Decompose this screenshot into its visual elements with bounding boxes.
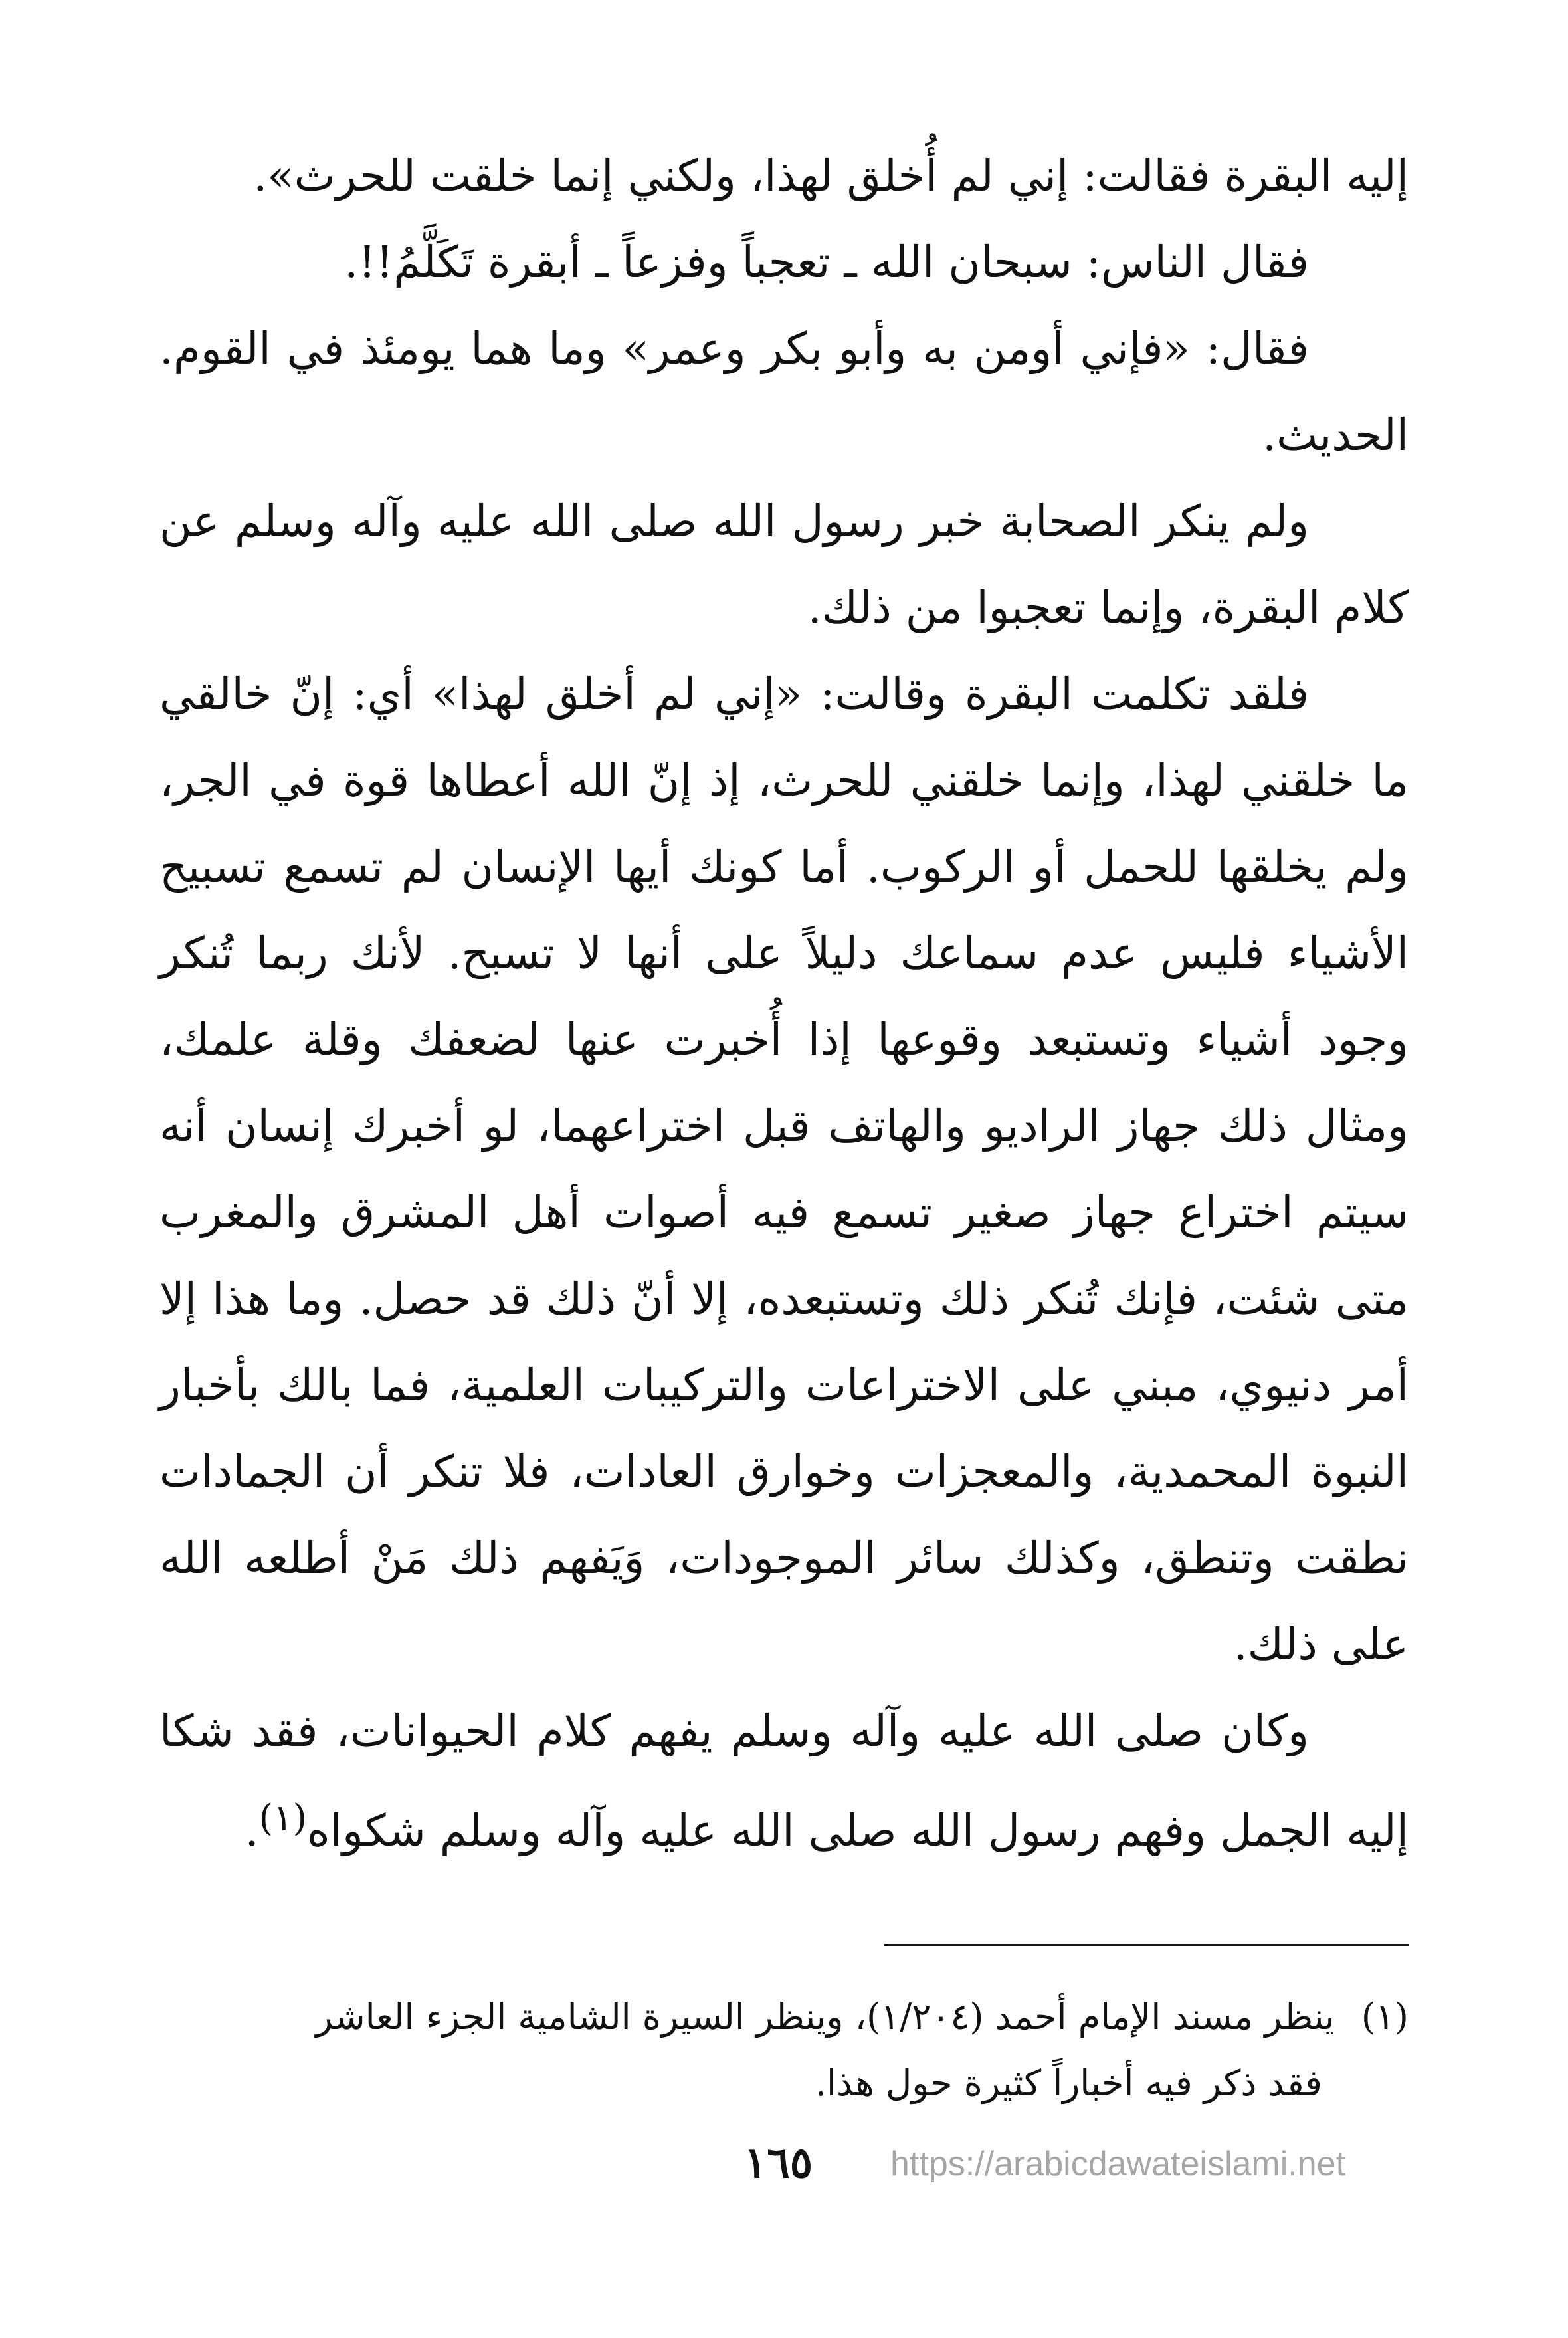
paragraph-3: فقال: «فإني أومن به وأبو بكر وعمر» وما هما يومئذ في القوم. الحديث. (159, 323, 1409, 461)
paragraph-4: ولم ينكر الصحابة خبر رسول الله صلى الله عليه وآله وسلم عن كلام البقرة، وإنما تعجبوا من ذلك. (159, 496, 1409, 633)
page-footer (0, 2137, 1568, 2190)
footnote-divider (884, 1944, 1409, 1946)
footnote-line-2: فقد ذكر فيه أخباراً كثيرة حول هذا. (815, 2062, 1322, 2104)
paragraph-2: فقال الناس: سبحان الله ـ تعجباً وفزعاً ـ أبقرة تَكَلَّمُ!!. (344, 237, 1309, 288)
footnote-line-1: ينظر مسند الإمام أحمد (١/٢٠٤)، وينظر السيرة الشامية الجزء العاشر (315, 1996, 1335, 2038)
footnote-marker: (١) (1361, 1996, 1409, 2038)
paragraph-1: إليه البقرة فقالت: إني لم أُخلق لهذا، ولكني إنما خلقت للحرث». (253, 150, 1409, 201)
page-number: ١٦٥ (744, 2138, 813, 2188)
paragraph-6 (159, 1688, 1409, 1874)
paragraph-6-text: وكان صلى الله عليه وآله وسلم يفهم كلام الحيوانات، فقد شكا إليه الجمل وفهم رسول الله صلى الله عليه وآله وسلم شكواه (159, 1705, 1409, 1856)
paragraph-6-tail: . (245, 1805, 259, 1856)
watermark-url: https://arabicdawateislami.net (890, 2145, 1346, 2183)
footnote (159, 1984, 1409, 2117)
footnote-reference: (١) (258, 1796, 308, 1839)
main-text (159, 133, 1409, 1874)
paragraph-5: فلقد تكلمت البقرة وقالت: «إني لم أخلق لهذا» أي: إنّ خالقي ما خلقني لهذا، وإنما خلقني للحرث، إذ إنّ الله أعطاها قوة في الجر، ولم يخلقها للحمل أو الركوب. أما كونك أيها الإنسان لم تسمع تسبيح الأشياء فليس عدم سماعك دليلاً على أنها لا تسبح. لأنك ربما تُنكر وجود أشياء وتستبعد وقوعها إذا أُخبرت عنها لضعفك وقلة علمك، ومثال ذلك جهاز الراديو والهاتف قبل اختراعهما، لو أخبرك إنسان أنه سيتم اختراع جهاز صغير تسمع فيه أصوات أهل المشرق والمغرب متى شئت، فإنك تُنكر ذلك وتستبعده، إلا أنّ ذلك قد حصل. وما هذا إلا أمر دنيوي، مبني على الاختراعات والتركيبات العلمية، فما بالك بأخبار النبوة المحمدية، والمعجزات وخوارق العادات، فلا تنكر أن الجمادات نطقت وتنطق، وكذلك سائر الموجودات، وَيَفهم ذلك مَنْ أطلعه الله على ذلك. (159, 669, 1409, 1670)
